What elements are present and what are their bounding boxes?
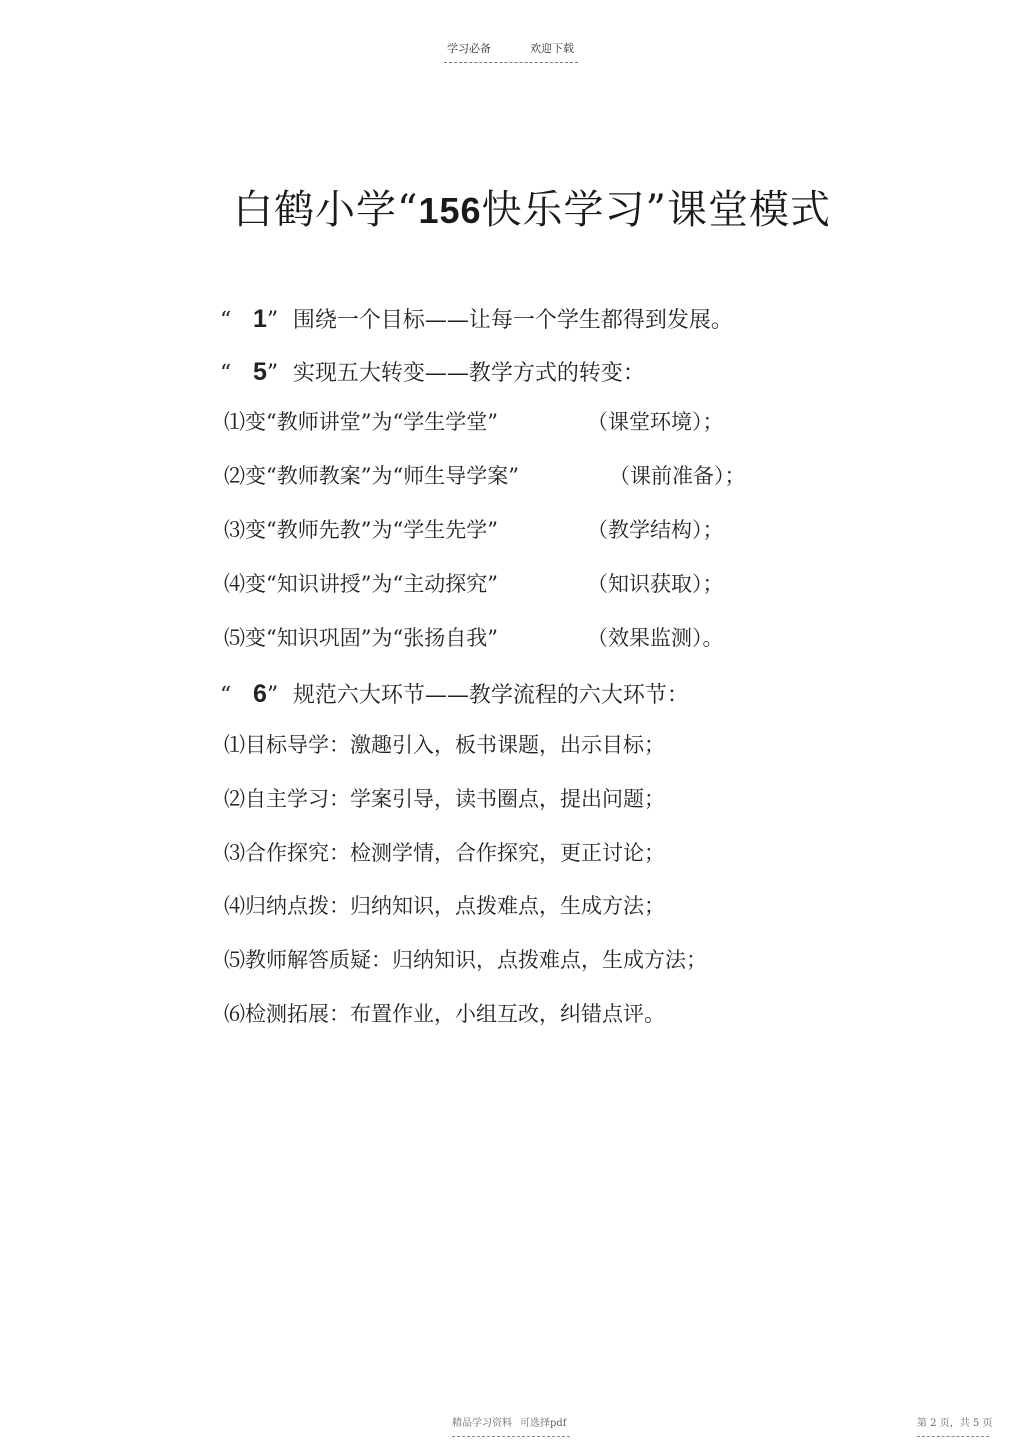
section-text: 围绕一个目标——让每一个学生都得到发展。 [292, 308, 733, 333]
change-item-2 [224, 459, 746, 493]
change-text: ⑵变“教师教案”为“师生导学案” [224, 464, 519, 488]
step-item-4: ⑷归纳点拨：归纳知识，点拨难点，生成方法； [224, 894, 665, 918]
document-title [0, 182, 1024, 239]
step-item-3: ⑶合作探究：检测学情，合作探究，更正讨论； [224, 841, 665, 865]
change-note: （效果监测）。 [587, 626, 724, 650]
footer-left-label: 精品学习资料 [452, 1418, 512, 1429]
change-text: ⑴变“教师讲堂”为“学生学堂” [224, 410, 498, 434]
section-close-quote: ” [266, 308, 279, 333]
change-note: （课前准备）； [609, 464, 746, 488]
section-key: 6 [253, 680, 267, 708]
page-number: 第 2 页，共 5 页 [917, 1418, 993, 1429]
footer-left-note: 可选择pdf [520, 1418, 567, 1429]
section-open-quote: “ [220, 683, 232, 708]
section-close-quote: ” [266, 361, 279, 386]
change-text: ⑶变“教师先教”为“学生先学” [224, 518, 498, 542]
step-item-6: ⑹检测拓展：布置作业，小组互改，纠错点评。 [224, 1002, 665, 1026]
title-number: 156 [418, 190, 482, 231]
step-item-5: ⑸教师解答质疑：归纳知识，点拨难点，生成方法； [224, 948, 707, 972]
header-right-text: 欢迎下载 [530, 42, 574, 55]
section-heading-6 [220, 677, 689, 711]
title-prefix: 白鹤小学“ [233, 187, 419, 233]
section-key: 5 [253, 358, 267, 386]
change-item-4 [224, 567, 724, 601]
change-item-1 [224, 405, 724, 439]
step-item-1: ⑴目标导学：激趣引入，板书课题，出示目标； [224, 733, 665, 757]
section-open-quote: “ [220, 308, 232, 333]
page-header [444, 38, 578, 63]
section-heading-5 [220, 355, 645, 389]
page-footer-left [452, 1414, 570, 1437]
change-text: ⑷变“知识讲授”为“主动探究” [224, 572, 498, 596]
section-heading-1 [220, 302, 733, 336]
section-open-quote: “ [220, 361, 232, 386]
page-footer-right [917, 1414, 993, 1437]
change-note: （知识获取）； [587, 572, 724, 596]
change-item-5 [224, 621, 724, 655]
change-note: （教学结构）； [587, 518, 724, 542]
change-text: ⑸变“知识巩固”为“张扬自我” [224, 626, 498, 650]
section-text: 实现五大转变——教学方式的转变： [292, 361, 645, 386]
section-close-quote: ” [266, 683, 279, 708]
title-suffix: 快乐学习”课堂模式 [481, 187, 831, 233]
change-note: （课堂环境）； [587, 410, 724, 434]
section-text: 规范六大环节——教学流程的六大环节： [292, 683, 689, 708]
step-item-2: ⑵自主学习：学案引导，读书圈点，提出问题； [224, 787, 665, 811]
section-key: 1 [253, 305, 267, 333]
header-left-text: 学习必备 [447, 42, 491, 55]
change-item-3 [224, 513, 724, 547]
